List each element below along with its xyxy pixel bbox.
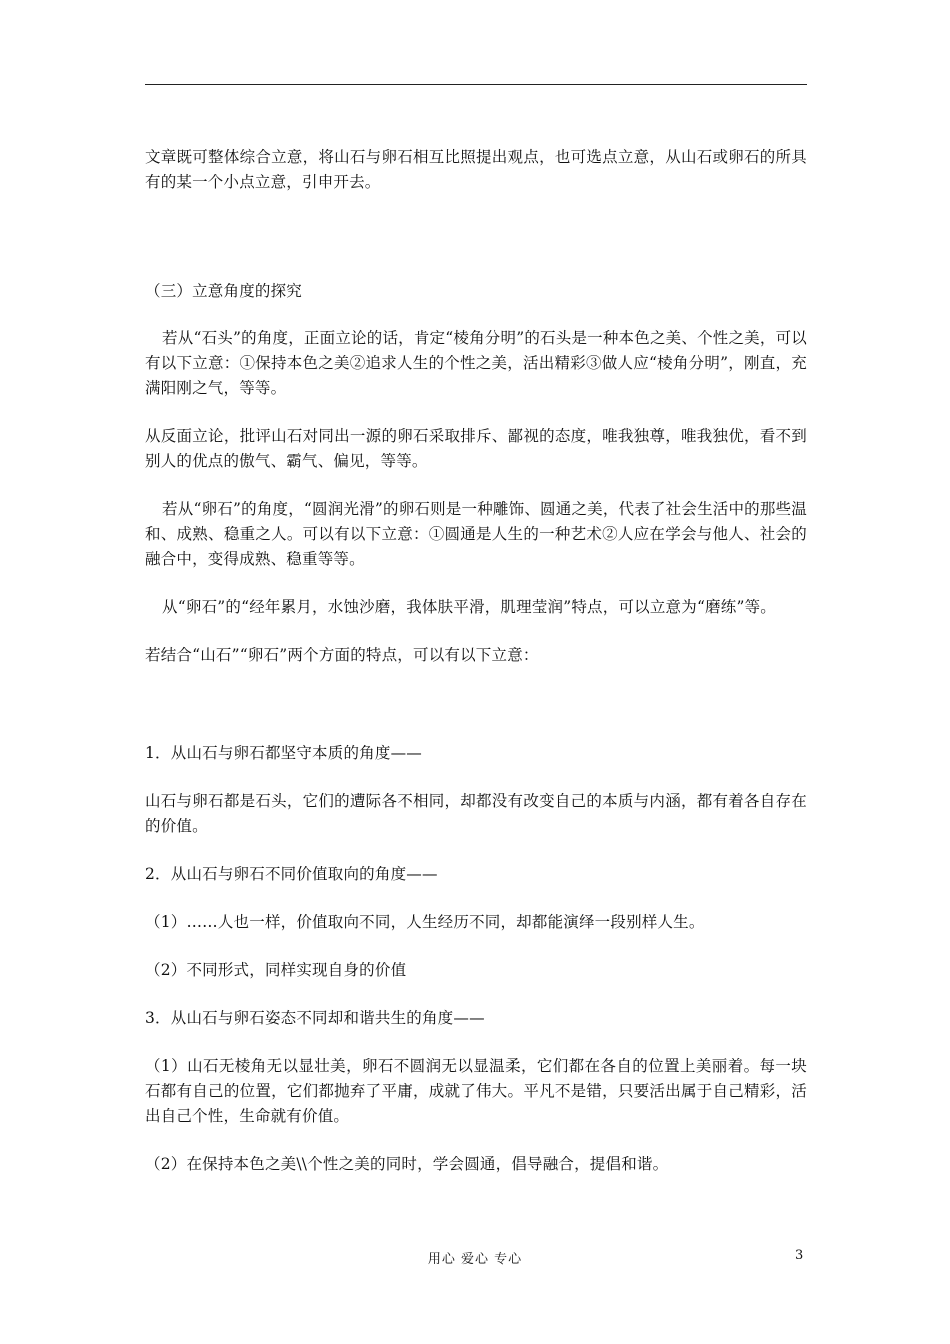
paragraph-essence: 山石与卵石都是石头，它们的遭际各不相同，却都没有改变自己的本质与内涵，都有着各自存在的价值。 [145,792,807,835]
list-item-2-2: （2）不同形式，同样实现自身的价值 [145,961,407,979]
paragraph-pebble-tempering: 从“卵石”的“经年累月，水蚀沙磨，我体肤平滑，肌理莹润”特点，可以立意为“磨练”等。 [162,598,776,616]
page-number: 3 [795,1248,804,1263]
list-item-2-1: （1）……人也一样，价值取向不同，人生经历不同，却都能演绎一段别样人生。 [145,913,705,931]
list-item-3-2: （2）在保持本色之美\\个性之美的同时，学会圆通，倡导融合，提倡和谐。 [145,1155,669,1173]
list-heading-3: 3．从山石与卵石姿态不同却和谐共生的角度—— [145,1009,485,1027]
header-rule [145,84,807,85]
paragraph-stone-negative: 从反面立论，批评山石对同出一源的卵石采取排斥、鄙视的态度，唯我独尊，唯我独优，看不到别人的优点的傲气、霸气、偏见，等等。 [145,427,807,470]
list-heading-1: 1．从山石与卵石都坚守本质的角度—— [145,744,422,762]
section-heading: （三）立意角度的探究 [145,282,303,300]
paragraph-pebble: 若从“卵石”的角度，“圆润光滑”的卵石则是一种雕饰、圆通之美，代表了社会生活中的那些温和、成熟、稳重之人。可以有以下立意：①圆通是人生的一种艺术②人应在学会与他人、社会的融合中，变得成熟、稳重等等。 [145,500,807,568]
list-heading-2: 2．从山石与卵石不同价值取向的角度—— [145,865,438,883]
paragraph-combined: 若结合“山石”“卵石”两个方面的特点，可以有以下立意： [145,646,539,664]
document-body [145,145,807,1177]
footer-motto: 用心 爱心 专心 [427,1252,523,1267]
list-item-3-1: （1）山石无棱角无以显壮美，卵石不圆润无以显温柔，它们都在各自的位置上美丽着。每一块石都有自己的位置，它们都抛弃了平庸，成就了伟大。平凡不是错，只要活出属于自己精彩，活出自己个性，生命就有价值。 [145,1057,807,1125]
paragraph-overview: 文章既可整体综合立意，将山石与卵石相互比照提出观点，也可选点立意，从山石或卵石的所具有的某一个小点立意，引申开去。 [145,148,807,191]
paragraph-stone-positive: 若从“石头”的角度，正面立论的话，肯定“棱角分明”的石头是一种本色之美、个性之美，可以有以下立意：①保持本色之美②追求人生的个性之美，活出精彩③做人应“棱角分明”，刚直，充满阳刚之气，等等。 [145,329,807,397]
